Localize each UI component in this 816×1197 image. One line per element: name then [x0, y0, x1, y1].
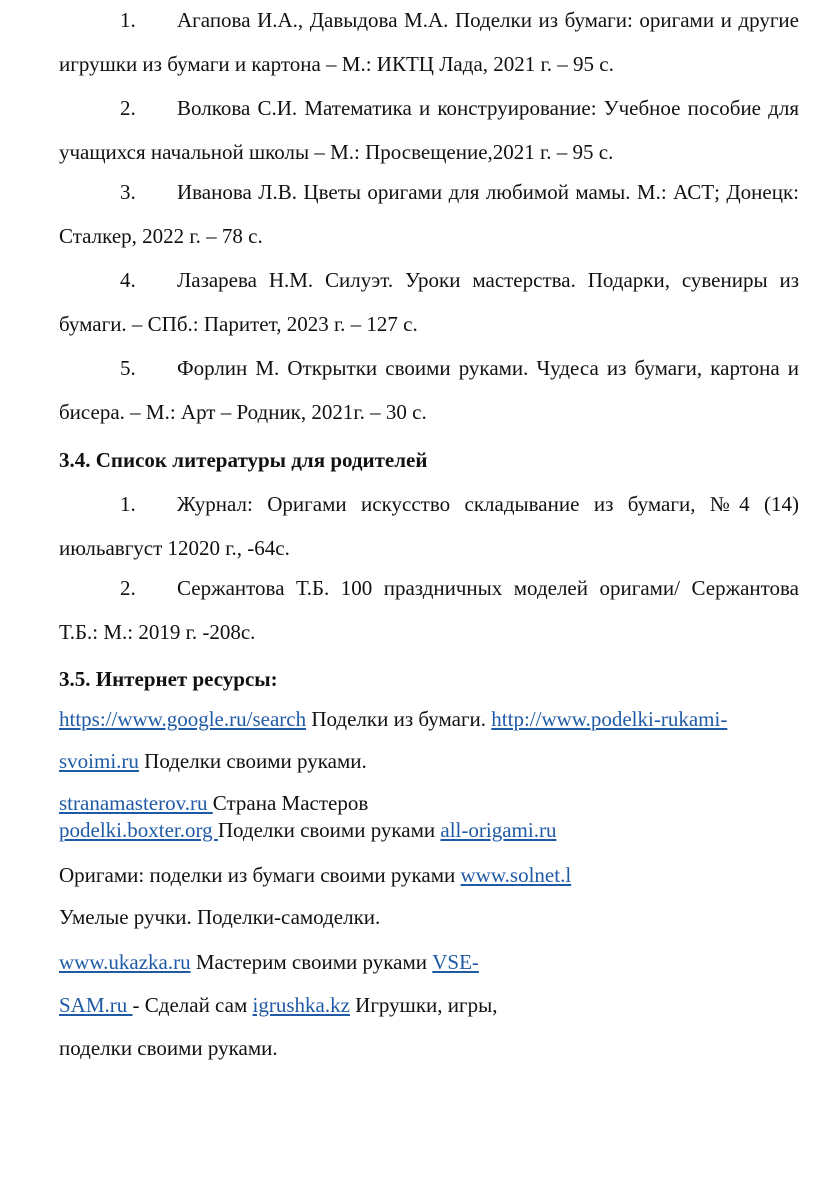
resource-text: Игрушки, игры,	[349, 993, 498, 1017]
resource-text: Страна Мастеров	[212, 791, 369, 815]
item-number: 2.	[120, 96, 136, 120]
resource-line	[59, 862, 571, 888]
resource-line	[59, 1035, 278, 1061]
reference-item	[59, 86, 799, 174]
item-text: Форлин М. Открытки своими руками. Чудеса из бумаги, картона и бисера. – М.: Арт – Родник, 2021г. – 30 с.	[59, 356, 799, 424]
resource-link[interactable]: podelki.boxter.org	[59, 818, 218, 842]
resource-link[interactable]: igrushka.kz	[252, 993, 350, 1017]
item-text: Агапова И.А., Давыдова М.А. Поделки из бумаги: оригами и другие игрушки из бумаги и картона – М.: ИКТЦ Лада, 2021 г. – 95 с.	[59, 8, 799, 76]
item-number: 1.	[120, 492, 136, 516]
reference-item	[59, 482, 799, 570]
item-number: 4.	[120, 268, 136, 292]
resource-link[interactable]: http://www.podelki-rukami-	[491, 707, 728, 731]
resource-link[interactable]: VSE-	[432, 950, 479, 974]
reference-item	[59, 566, 799, 654]
item-text: Иванова Л.В. Цветы оригами для любимой мамы. М.: АСТ; Донецк: Сталкер, 2022 г. – 78 с.	[59, 180, 799, 248]
item-number: 3.	[120, 180, 136, 204]
resource-link[interactable]: www.solnet.l	[460, 863, 572, 887]
resource-link[interactable]: SAM.ru	[59, 993, 133, 1017]
resource-line	[59, 949, 479, 975]
resource-line	[59, 748, 367, 774]
reference-item	[59, 346, 799, 434]
resource-text: Умелые ручки. Поделки-самоделки.	[59, 905, 381, 929]
item-text: Лазарева Н.М. Силуэт. Уроки мастерства. Подарки, сувениры из бумаги. – СПб.: Паритет, 2023 г. – 127 с.	[59, 268, 799, 336]
section-heading-parents: 3.4. Список литературы для родителей	[59, 448, 428, 472]
resource-line	[59, 790, 368, 816]
item-number: 5.	[120, 356, 136, 380]
resource-line	[59, 904, 380, 930]
reference-item	[59, 258, 799, 346]
resource-link[interactable]: stranamasterov.ru	[59, 791, 213, 815]
resource-text: - Сделай сам	[132, 993, 253, 1017]
resource-text: Поделки своими руками.	[138, 749, 367, 773]
resource-text: поделки своими руками.	[59, 1036, 278, 1060]
resource-line	[59, 706, 727, 732]
item-number: 1.	[120, 8, 136, 32]
reference-item	[59, 170, 799, 258]
resource-text: Оригами: поделки из бумаги своими руками	[59, 863, 461, 887]
item-text: Волкова С.И. Математика и конструирование: Учебное пособие для учащихся начальной школы – М.: Просвещение,2021 г. – 95 с.	[59, 96, 799, 164]
item-text: Сержантова Т.Б. 100 праздничных моделей оригами/ Сержантова Т.Б.: М.: 2019 г. -208с.	[59, 576, 799, 644]
resource-link[interactable]: all-origami.ru	[440, 818, 557, 842]
resource-link[interactable]: svoimi.ru	[59, 749, 139, 773]
resource-line	[59, 817, 556, 843]
section-heading-internet: 3.5. Интернет ресурсы:	[59, 667, 278, 691]
reference-item	[59, 0, 799, 86]
item-number: 2.	[120, 576, 136, 600]
item-text: Журнал: Оригами искусство складывание из бумаги, №4 (14) июльавгуст 12020 г., -64с.	[59, 492, 799, 560]
resource-text: Поделки из бумаги.	[306, 707, 492, 731]
resource-line	[59, 992, 497, 1018]
resource-text: Поделки своими руками	[217, 818, 441, 842]
resource-link[interactable]: www.ukazka.ru	[59, 950, 191, 974]
resource-text: Мастерим своими руками	[190, 950, 433, 974]
resource-link[interactable]: https://www.google.ru/search	[59, 707, 307, 731]
